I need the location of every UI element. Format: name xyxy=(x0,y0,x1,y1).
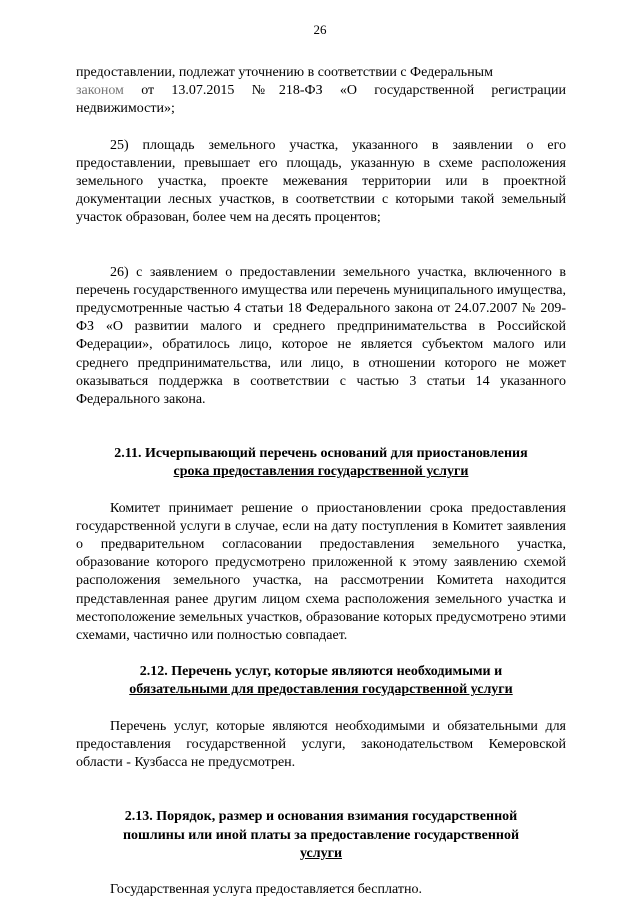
section-2-12-body: Перечень услуг, которые являются необходимыми и обязательными для предоставления государственной услуги, законодательством Кемеровской области - Кузбасса не предусмотрен. xyxy=(76,718,566,771)
paragraph-item-25: 25) площадь земельного участка, указанного в заявлении о его предоставлении, превышает его площадь, указанную в схеме расположения земельного участка, проекте межевания территории или в проектной документации лесных участков, в соответствии с которыми такой земельный участок образован, более чем на десять процентов; xyxy=(76,137,566,226)
section-heading-2-13 xyxy=(76,808,566,863)
page-content xyxy=(76,64,566,899)
section-heading-2-12-line2: обязательными для предоставления государственной услуги xyxy=(129,682,513,698)
section-heading-2-11 xyxy=(76,445,566,481)
section-heading-2-11-line2: срока предоставления государственной услуги xyxy=(173,464,469,480)
section-heading-2-13-line1: 2.13. Порядок, размер и основания взимания государственной xyxy=(124,809,518,825)
section-2-13-body: Государственная услуга предоставляется бесплатно. xyxy=(110,881,422,897)
section-heading-2-13-line2: пошлины или иной платы за предоставление государственной xyxy=(122,827,520,843)
paragraph-continuation-line1: предоставлении, подлежат уточнению в соответствии с Федеральным xyxy=(76,65,493,80)
section-heading-2-12 xyxy=(76,663,566,699)
paragraph-continuation-gray-word: законом xyxy=(76,83,124,99)
paragraph-item-26: 26) с заявлением о предоставлении земельного участка, включенного в перечень государственного имущества или перечень муниципального имущества, предусмотренные частью 4 статьи 18 Федерального закона от 24.07.2007 № 209-ФЗ «О развитии малого и среднего предпринимательства в Российской Федерации», обратилось лицо, которое не является субъектом малого или среднего предпринимательства, или лицо, в отношении которого не может оказываться поддержка в соответствии с частью 3 статьи 14 указанного Федерального закона. xyxy=(76,264,566,408)
section-heading-2-12-line1: 2.12. Перечень услуг, которые являются необходимыми и xyxy=(139,664,503,680)
section-2-11-body: Комитет принимает решение о приостановлении срока предоставления государственной услуги в случае, если на дату поступления в Комитет заявления о предварительном согласовании предоставления земельного участка, образование которого предусмотрено приложенной к этому заявлению схемой расположения земельного участка, на рассмотрении Комитета находится представленная ранее другим лицом схема расположения земельного участка и местоположение земельных участков, образование которых предусмотрено этими схемами, частично или полностью совпадает. xyxy=(76,500,566,644)
paragraph-continuation-rest: от 13.07.2015 №218-ФЗ «О государственной регистрации недвижимости»; xyxy=(76,83,566,117)
section-heading-2-11-line1: 2.11. Исчерпывающий перечень оснований для приостановления xyxy=(114,446,528,462)
paragraph-continuation xyxy=(76,64,566,119)
page-number: 26 xyxy=(313,22,327,37)
section-heading-2-13-line3: услуги xyxy=(299,845,343,861)
